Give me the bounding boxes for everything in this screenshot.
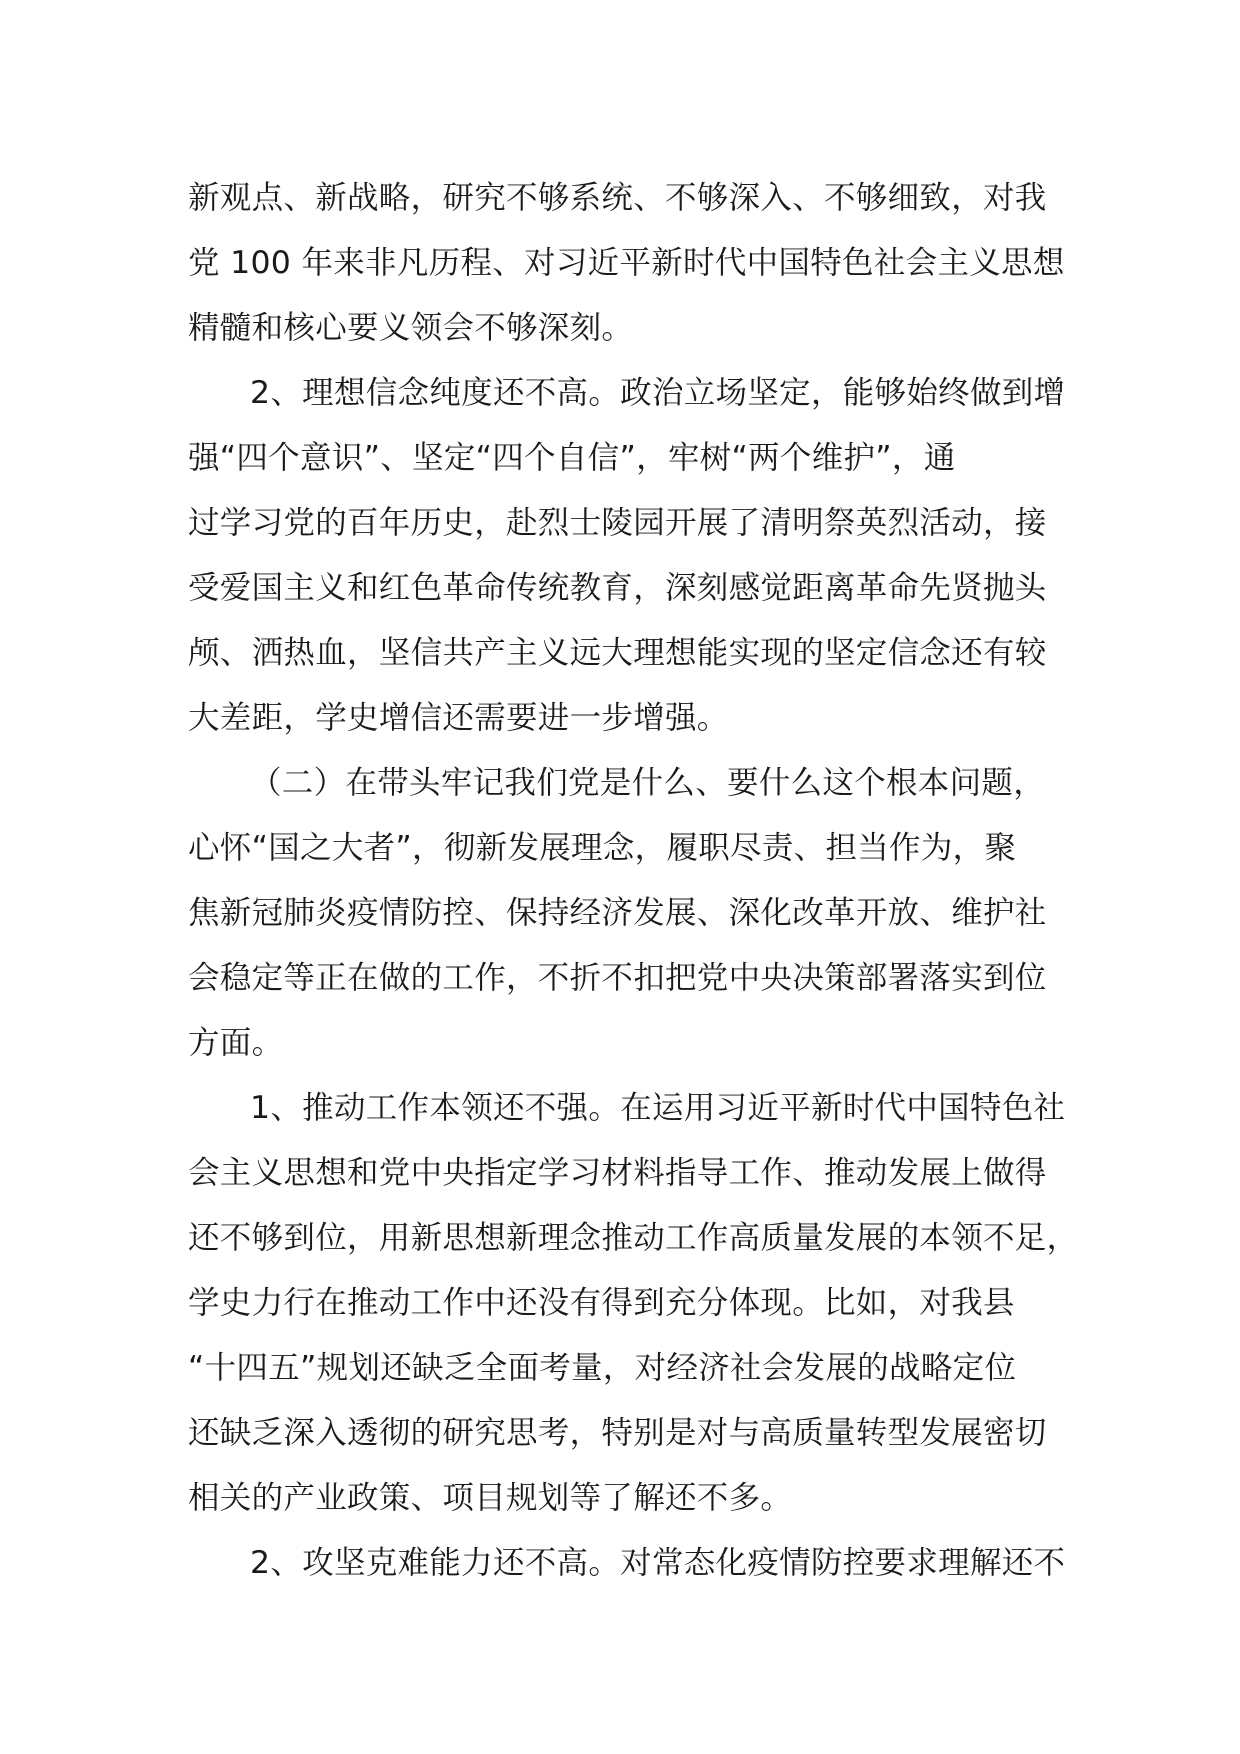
text-line: 方面。 (188, 1025, 284, 1061)
document-body (188, 166, 1079, 1596)
paragraph-start-line: 1、推动工作本领还不强。在运用习近平新时代中国特色社 (250, 1090, 1066, 1126)
text-line: 新观点、新战略，研究不够系统、不够深入、不够细致，对我 (188, 180, 1047, 216)
text-line: “十四五”规划还缺乏全面考量，对经济社会发展的战略定位 (188, 1350, 1017, 1386)
text-line: 还缺乏深入透彻的研究思考，特别是对与高质量转型发展密切 (188, 1415, 1047, 1451)
text-line: 相关的产业政策、项目规划等了解还不多。 (188, 1480, 793, 1516)
text-line: 会主义思想和党中央指定学习材料指导工作、推动发展上做得 (188, 1155, 1047, 1191)
text-line: 精髓和核心要义领会不够深刻。 (188, 310, 634, 346)
text-line: 会稳定等正在做的工作，不折不扣把党中央决策部署落实到位 (188, 960, 1047, 996)
text-line: 焦新冠肺炎疫情防控、保持经济发展、深化改革开放、维护社 (188, 895, 1047, 931)
text-line: 强“四个意识”、坚定“四个自信”，牢树“两个维护”，通 (188, 440, 956, 476)
text-line: 大差距，学史增信还需要进一步增强。 (188, 700, 729, 736)
text-line: 还不够到位，用新思想新理念推动工作高质量发展的本领不足， (188, 1220, 1079, 1256)
text-line: 受爱国主义和红色革命传统教育，深刻感觉距离革命先贤抛头 (188, 570, 1047, 606)
text-line: 学史力行在推动工作中还没有得到充分体现。比如，对我县 (188, 1285, 1015, 1321)
paragraph-start-line: 2、理想信念纯度还不高。政治立场坚定，能够始终做到增 (250, 375, 1066, 411)
paragraph-start-line: 2、攻坚克难能力还不高。对常态化疫情防控要求理解还不 (250, 1545, 1066, 1581)
section-heading-line: （二）在带头牢记我们党是什么、要什么这个根本问题， (250, 765, 1046, 801)
text-line: 过学习党的百年历史，赴烈士陵园开展了清明祭英烈活动，接 (188, 505, 1047, 541)
text-line: 心怀“国之大者”，彻新发展理念，履职尽责、担当作为，聚 (188, 830, 1017, 866)
text-line: 党 100 年来非凡历程、对习近平新时代中国特色社会主义思想 (188, 245, 1065, 281)
text-line: 颅、洒热血，坚信共产主义远大理想能实现的坚定信念还有较 (188, 635, 1047, 671)
